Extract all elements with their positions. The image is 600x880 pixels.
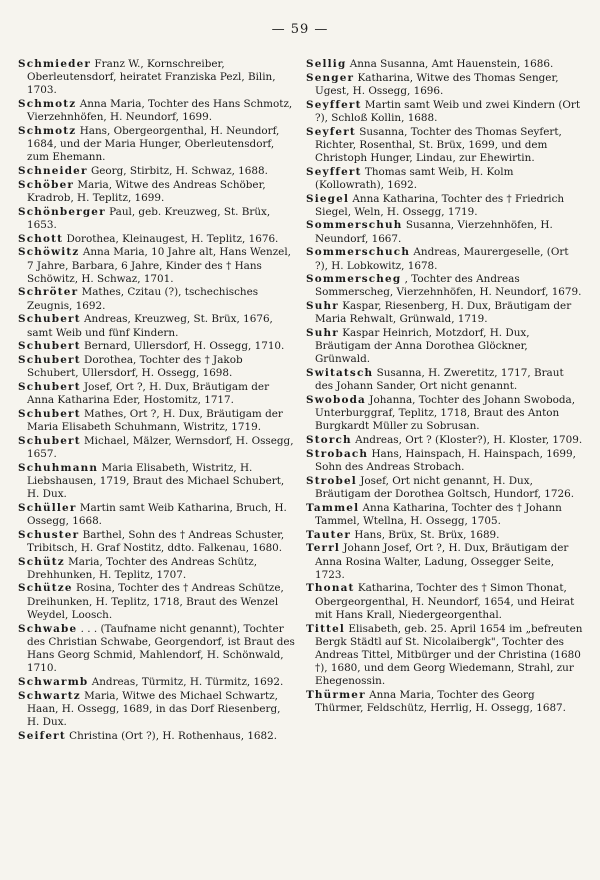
register-entry — [306, 689, 584, 715]
entry-text: Thomas samt Weib, H. Kolm (Kollowrath), 1692. — [315, 165, 514, 191]
entry-text: Hans, Obergeorgenthal, H. Neundorf, 1684, und der Maria Hunger, Oberleutensdorf, zum Ehemann. — [27, 125, 280, 164]
register-entry — [306, 529, 584, 542]
entry-surname: Senger — [306, 71, 355, 84]
entry-text: Barthel, Sohn des † Andreas Schuster, Tribitsch, H. Graf Nostitz, ddto. Falkenau, 1680. — [27, 528, 285, 554]
page-number: — 59 — — [271, 22, 329, 37]
entry-surname: Storch — [306, 434, 352, 447]
register-entry — [18, 502, 296, 528]
register-entry — [18, 233, 296, 246]
entry-text: Mathes, Czitau (?), tschechisches Zeugnis, 1692. — [27, 286, 259, 312]
register-entry — [18, 556, 296, 582]
right-column — [306, 58, 584, 870]
entry-text: Dorothea, Kleinaugest, H. Teplitz, 1676. — [66, 232, 279, 245]
entry-surname: Schuhmann — [18, 461, 99, 474]
register-entry — [18, 676, 296, 689]
entry-text: Kaspar Heinrich, Motzdorf, H. Dux, Bräutigam der Anna Dorothea Glöckner, Grünwald. — [315, 327, 530, 366]
register-entry — [18, 58, 296, 98]
entry-text: Anna Maria, 10 Jahre alt, Hans Wenzel, 7 Jahre, Barbara, 6 Jahre, Kinder des † Hans Schöwitz, H. Schwaz, 1701. — [27, 246, 291, 285]
entry-surname: Schubert — [18, 380, 81, 393]
register-entry — [18, 582, 296, 622]
entry-text: Georg, Stirbitz, H. Schwaz, 1688. — [90, 165, 268, 178]
entry-surname: Schönberger — [18, 205, 106, 218]
entry-text: Kaspar, Riesenberg, H. Dux, Bräutigam der Maria Rehwalt, Grünwald, 1719. — [315, 300, 572, 326]
entry-text: Andreas, Ort ? (Kloster?), H. Kloster, 1709. — [355, 434, 583, 447]
register-entry — [306, 327, 584, 367]
entry-surname: Schubert — [18, 340, 81, 353]
register-entry — [18, 462, 296, 502]
register-entry — [18, 179, 296, 205]
register-entry — [306, 273, 584, 299]
entry-surname: Seyffert — [306, 98, 362, 111]
entry-text: Maria Elisabeth, Wistritz, H. Liebshausen, 1719, Braut des Michael Schubert, H. Dux. — [27, 461, 285, 500]
entry-surname: Schubert — [18, 407, 81, 420]
entry-surname: Schwabe — [18, 622, 78, 635]
entry-surname: Schöwitz — [18, 246, 80, 259]
entry-text: Anna Susanna, Amt Hauenstein, 1686. — [349, 58, 554, 70]
register-entry — [18, 730, 296, 743]
entry-text: Mathes, Ort ?, H. Dux, Bräutigam der Maria Elisabeth Schuhmann, Wistritz, 1719. — [27, 407, 283, 433]
entry-text: Dorothea, Tochter des † Jakob Schubert, Ullersdorf, H. Ossegg, 1698. — [27, 353, 243, 380]
entry-text: Susanna, H. Zweretitz, 1717, Braut des Johann Sander, Ort nicht genannt. — [315, 367, 564, 393]
register-entry — [18, 125, 296, 165]
register-entry — [306, 448, 584, 474]
register-entry — [306, 623, 584, 689]
register-entry — [18, 286, 296, 312]
entry-text: Franz W., Kornschreiber, Oberleutensdorf, heiratet Franziska Pezl, Bilin, 1703. — [27, 58, 276, 97]
entry-surname: Schmotz — [18, 98, 77, 111]
entry-surname: Schmotz — [18, 125, 77, 138]
entry-surname: Schöber — [18, 178, 75, 191]
entry-surname: Tammel — [306, 501, 360, 514]
register-entry — [18, 165, 296, 178]
entry-surname: Suhr — [306, 327, 339, 340]
entry-surname: Schubert — [18, 313, 81, 326]
entry-text: Bernard, Ullersdorf, H. Ossegg, 1710. — [84, 340, 285, 353]
entry-text: Andreas, Maurergeselle, (Ort ?), H. Lobkowitz, 1678. — [315, 246, 569, 272]
entry-surname: Seifert — [18, 729, 66, 742]
entry-text: Anna Maria, Tochter des Georg Thürmer, Feldschütz, Herrlig, H. Ossegg, 1687. — [315, 689, 566, 715]
register-entry — [18, 340, 296, 353]
entry-surname: Suhr — [306, 300, 339, 313]
entry-text: Anna Katharina, Tochter des † Johann Tammel, Wtellna, H. Ossegg, 1705. — [315, 501, 562, 527]
register-entry — [18, 529, 296, 555]
entry-surname: Schott — [18, 232, 64, 245]
entry-surname: Schütz — [18, 555, 65, 568]
entry-text: Rosina, Tochter des † Andreas Schütze, Dreihunken, H. Teplitz, 1718, Braut des Wenzel Weydel, Loosch. — [27, 582, 284, 621]
entry-surname: Thürmer — [306, 689, 366, 702]
register-entry — [306, 542, 584, 582]
register-entry — [306, 394, 584, 434]
entry-surname: Terrl — [306, 542, 341, 555]
entry-surname: Tauter — [306, 528, 352, 541]
entry-surname: Schwarmb — [18, 675, 89, 688]
register-entry — [306, 219, 584, 245]
entry-surname: Schubert — [18, 353, 81, 366]
entry-text: Hans, Brüx, St. Brüx, 1689. — [354, 528, 500, 541]
register-entry — [306, 246, 584, 272]
entry-text: Maria, Witwe des Michael Schwartz, Haan, H. Ossegg, 1689, in das Dorf Riesenberg, H. Dux. — [27, 689, 281, 728]
register-entry — [306, 166, 584, 192]
entry-text: . . . (Taufname nicht genannt), Tochter des Christian Schwabe, Georgendorf, ist Braut des Hans Georg Schmid, Mahlendorf, H. Schönwald, 1710. — [27, 622, 295, 675]
register-columns — [18, 58, 584, 870]
register-entry — [306, 72, 584, 98]
entry-text: Johanna, Tochter des Johann Swoboda, Unterburggraf, Teplitz, 1718, Braut des Anton Burgkardt Müller zu Sobrusan. — [315, 394, 576, 433]
entry-text: Elisabeth, geb. 25. April 1654 im „befreuten Bergk Städtl auf St. Nicolaibergk", Tochter des Andreas Tittel, Mitbürger und der Christina (1680 †), 1680, und dem Georg Wiedemann, Strahl, zur Ehegenossin. — [315, 622, 583, 688]
entry-surname: Schmieder — [18, 58, 92, 70]
entry-text: Josef, Ort ?, H. Dux, Bräutigam der Anna Katharina Eder, Hostomitz, 1717. — [27, 380, 270, 407]
entry-text: Anna Katharina, Tochter des † Friedrich Siegel, Weln, H. Ossegg, 1719. — [315, 192, 565, 218]
register-entry — [306, 434, 584, 447]
entry-text: Michael, Mälzer, Wernsdorf, H. Ossegg, 1657. — [27, 434, 294, 460]
register-entry — [306, 300, 584, 326]
register-entry — [18, 206, 296, 232]
entry-text: Maria, Tochter des Andreas Schütz, Drehhunken, H. Teplitz, 1707. — [27, 555, 258, 581]
register-entry — [306, 367, 584, 393]
register-entry — [306, 126, 584, 166]
entry-surname: Seyfert — [306, 125, 356, 138]
register-entry — [306, 58, 584, 71]
entry-surname: Siegel — [306, 192, 350, 205]
entry-surname: Schubert — [18, 434, 81, 447]
entry-surname: Schüller — [18, 501, 77, 514]
entry-text: Anna Maria, Tochter des Hans Schmotz, Vierzehnhöfen, H. Neundorf, 1699. — [27, 98, 293, 124]
entry-surname: Schneider — [18, 165, 88, 178]
entry-text: Johann Josef, Ort ?, H. Dux, Bräutigam der Anna Rosina Walter, Ladung, Ossegger Seite, 1723. — [315, 542, 569, 581]
entry-text: Katharina, Tochter des † Simon Thonat, Obergeorgenthal, H. Neundorf, 1654, und Heirat mit Hans Krall, Niedergeorgenthal. — [315, 582, 575, 621]
entry-surname: Schröter — [18, 286, 79, 299]
register-entry — [306, 193, 584, 219]
register-entry — [18, 623, 296, 676]
entry-text: Maria, Witwe des Andreas Schöber, Kradrob, H. Teplitz, 1699. — [27, 178, 266, 205]
entry-text: Christina (Ort ?), H. Rothenhaus, 1682. — [69, 729, 278, 742]
register-entry — [18, 246, 296, 286]
register-entry — [306, 502, 584, 528]
entry-surname: Schuster — [18, 528, 80, 541]
entry-text: Martin samt Weib Katharina, Bruch, H. Ossegg, 1668. — [27, 501, 287, 527]
entry-surname: Strobach — [306, 447, 369, 460]
entry-surname: Seyffert — [306, 165, 362, 178]
entry-text: Susanna, Vierzehnhöfen, H. Neundorf, 1667. — [315, 219, 553, 245]
register-entry — [18, 313, 296, 339]
entry-surname: Swoboda — [306, 394, 366, 407]
entry-surname: Sommerschuh — [306, 219, 403, 232]
entry-text: Katharina, Witwe des Thomas Senger, Ugest, H. Ossegg, 1696. — [315, 71, 559, 97]
entry-surname: Strobel — [306, 474, 357, 487]
entry-text: , Tochter des Andreas Sommerscheg, Vierzehnhöfen, H. Neundorf, 1679. — [315, 273, 582, 299]
entry-surname: Thonat — [306, 582, 355, 595]
entry-text: Susanna, Tochter des Thomas Seyfert, Richter, Rosenthal, St. Brüx, 1699, und dem Christoph Hunger, Lindau, zur Ehewirtin. — [315, 125, 562, 164]
register-entry — [306, 475, 584, 501]
entry-text: Martin samt Weib und zwei Kindern (Ort ?), Schloß Kollin, 1688. — [315, 98, 581, 124]
entry-text: Hans, Hainspach, H. Hainspach, 1699, Sohn des Andreas Strobach. — [315, 447, 576, 474]
entry-surname: Schwartz — [18, 689, 81, 702]
register-entry — [18, 354, 296, 380]
entry-surname: Schütze — [18, 582, 73, 595]
entry-surname: Sommerschuch — [306, 246, 411, 259]
register-entry — [18, 381, 296, 407]
entry-text: Andreas, Türmitz, H. Türmitz, 1692. — [91, 675, 284, 688]
entry-text: Andreas, Kreuzweg, St. Brüx, 1676, samt Weib und fünf Kindern. — [27, 313, 273, 339]
left-column — [18, 58, 296, 870]
entry-surname: Sommerscheg — [306, 273, 402, 286]
entry-text: Paul, geb. Kreuzweg, St. Brüx, 1653. — [27, 205, 271, 231]
register-entry — [18, 408, 296, 434]
register-entry — [18, 98, 296, 124]
register-entry — [306, 582, 584, 622]
entry-surname: Switatsch — [306, 367, 374, 380]
register-entry — [306, 99, 584, 125]
register-entry — [18, 690, 296, 730]
register-entry — [18, 435, 296, 461]
entry-surname: Sellig — [306, 58, 347, 70]
entry-surname: Tittel — [306, 622, 346, 635]
entry-text: Josef, Ort nicht genannt, H. Dux, Bräutigam der Dorothea Goltsch, Hundorf, 1726. — [315, 474, 575, 500]
